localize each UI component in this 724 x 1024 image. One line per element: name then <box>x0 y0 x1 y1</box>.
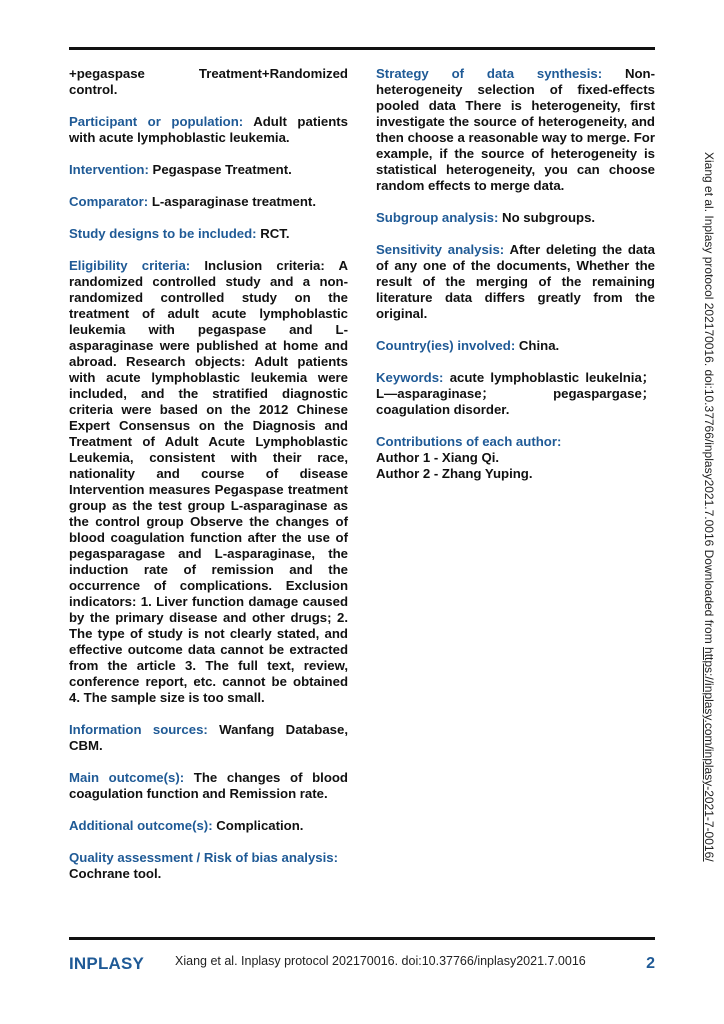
section-data-synthesis <box>376 66 655 194</box>
intro-text: +pegaspase Treatment+Randomized control. <box>69 66 348 97</box>
download-watermark <box>702 152 716 872</box>
watermark-text: Xiang et al. Inplasy protocol 202170016. doi:10.37766/inplasy2021.7.0016 Downloaded from <box>702 152 716 648</box>
section-information-sources <box>69 722 348 754</box>
section-label: Main outcome(s): <box>69 770 185 785</box>
section-label: Sensitivity analysis: <box>376 242 505 257</box>
section-label: Study designs to be included: <box>69 226 257 241</box>
section-label: Country(ies) involved: <box>376 338 516 353</box>
top-rule <box>69 47 655 50</box>
section-text: The changes of blood coagulation function and Remission rate. <box>69 770 348 801</box>
section-text: RCT. <box>260 226 290 241</box>
section-text: Pegaspase Treatment. <box>152 162 292 177</box>
section-keywords <box>376 370 655 418</box>
section-text: After deleting the data of any one of the documents, Whether the result of the merging of the remaining literature data differs greatly from the original. <box>376 242 655 321</box>
author-entry: Author 1 - Xiang Qi. <box>376 450 500 465</box>
section-text: No subgroups. <box>502 210 596 225</box>
download-link[interactable]: https://inplasy.com/inplasy-2021-7-0016/ <box>702 647 716 862</box>
section-quality-assessment <box>69 850 348 882</box>
page-footer <box>69 952 655 976</box>
section-study-designs <box>69 226 348 242</box>
section-label: Strategy of data synthesis: <box>376 66 603 81</box>
section-label: Additional outcome(s): <box>69 818 213 833</box>
section-text: L-asparaginase treatment. <box>151 194 316 209</box>
author-entry: Author 2 - Zhang Yuping. <box>376 466 533 481</box>
section-additional-outcomes <box>69 818 348 834</box>
section-text: Wanfang Database, CBM. <box>69 722 348 753</box>
left-column <box>69 66 348 898</box>
section-participant <box>69 114 348 146</box>
section-label: Intervention: <box>69 162 149 177</box>
section-text: Complication. <box>216 818 304 833</box>
bottom-rule <box>69 937 655 940</box>
journal-brand: INPLASY <box>69 954 145 973</box>
section-label: Information sources: <box>69 722 208 737</box>
section-text: China. <box>518 338 560 353</box>
section-text: Inclusion criteria: A randomized controlled study and a non-randomized controlled study on the treatment of adult acute lymphoblastic leukemia with pegaspase and L-asparaginase were published at home and abroad. Research objects: Adult patients with acute lymphoblastic leukemia were included, and the stratified diagnostic criteria were based on the 2012 Chinese Expert Consensus on the Diagnosis and Treatment of Adult Acute Lymphoblastic Leukemia, consistent with their race, nationality and course of disease Intervention measures Pegaspase treatment group as the test group L-asparaginase as the control group Observe the changes of blood coagulation function after the use of pegasparagase and L-asparaginase, the induction rate of remission and the occurrence of complications. Exclusion indicators: 1. Liver function damage caused by the primary disease and other drugs; 2. The type of study is not clearly stated, and effective outcome data cannot be extracted from the article 3. The full text, review, conference report, etc. cannot be obtained 4. The sample size is too small. <box>69 258 348 705</box>
section-text: Cochrane tool. <box>69 866 162 881</box>
right-column <box>376 66 655 482</box>
section-label: Keywords: <box>376 370 444 385</box>
section-comparator <box>69 194 348 210</box>
section-label: Participant or population: <box>69 114 244 129</box>
page-number: 2 <box>646 955 655 972</box>
section-sensitivity-analysis <box>376 242 655 322</box>
section-label: Comparator: <box>69 194 149 209</box>
section-subgroup-analysis <box>376 210 655 226</box>
footer-citation: Xiang et al. Inplasy protocol 202170016. doi:10.37766/inplasy2021.7.0016 <box>175 954 586 968</box>
intro-continuation <box>69 66 348 98</box>
section-label: Quality assessment / Risk of bias analysis: <box>69 850 338 865</box>
section-countries <box>376 338 655 354</box>
section-label: Contributions of each author: <box>376 434 562 449</box>
section-text: acute lymphoblastic leukelnia； L—asparaginase； pegaspargase； coagulation disorder. <box>376 370 655 417</box>
section-main-outcomes <box>69 770 348 802</box>
section-label: Subgroup analysis: <box>376 210 499 225</box>
section-intervention <box>69 162 348 178</box>
section-text: Adult patients with acute lymphoblastic leukemia. <box>69 114 348 145</box>
section-text: Non-heterogeneity selection of fixed-effects pooled data There is heterogeneity, first investigate the source of heterogeneity, and then choose a reasonable way to merge. For example, if the source of heterogeneity is statistical heterogeneity, you can choose random effects to merge data. <box>376 66 655 193</box>
section-label: Eligibility criteria: <box>69 258 191 273</box>
section-contributions <box>376 434 655 482</box>
section-eligibility-criteria <box>69 258 348 706</box>
